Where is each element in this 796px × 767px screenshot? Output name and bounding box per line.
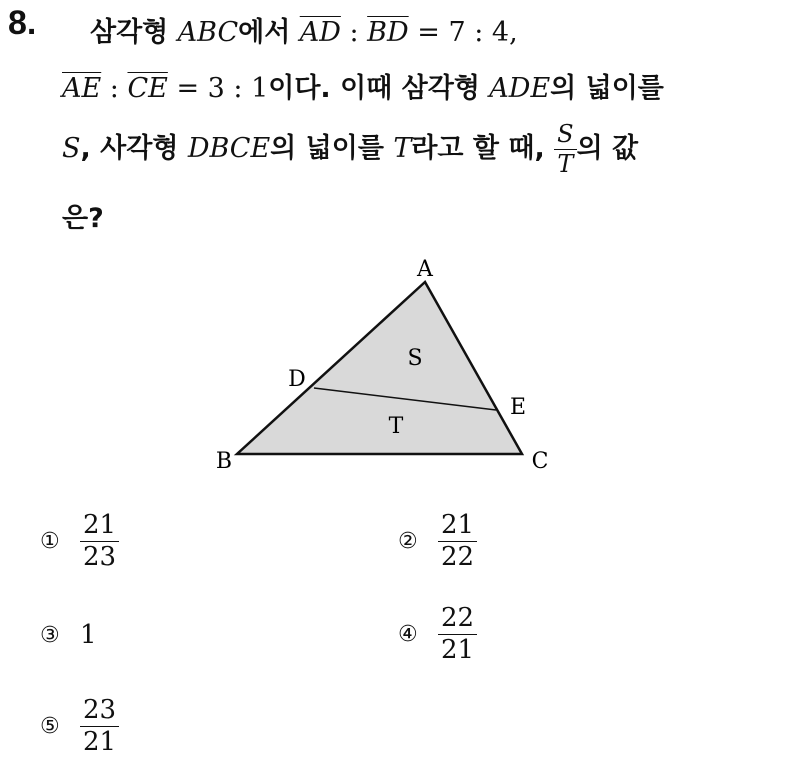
- math-t: T: [393, 133, 412, 165]
- fraction-denominator: 21: [441, 635, 475, 666]
- math-ade: ADE: [489, 73, 551, 104]
- fraction-numerator: 21: [438, 512, 477, 542]
- choice-value: 1: [80, 620, 97, 650]
- math-abc: ABC: [177, 17, 239, 48]
- fraction-s-over-t: [554, 122, 576, 177]
- math-segment-bd: $\overline{BD}$: [367, 17, 409, 48]
- math-segment-ad: $\overline{AD}$: [299, 17, 341, 48]
- choice-marker: ⑤: [40, 714, 60, 740]
- text: 의 넓이를: [550, 73, 664, 104]
- region-label-t: T: [388, 414, 404, 439]
- math-dbce: DBCE: [187, 133, 271, 165]
- fraction-denominator: 23: [83, 542, 117, 573]
- text: 에서: [238, 17, 300, 48]
- question-line-1: [90, 10, 518, 49]
- triangle-figure: [200, 250, 560, 480]
- choice-marker: ①: [40, 529, 60, 555]
- choice-3[interactable]: [40, 620, 97, 650]
- text: 이다. 이때 삼각형: [268, 73, 490, 104]
- choice-1[interactable]: [40, 512, 119, 572]
- fraction-numerator: 23: [80, 697, 119, 727]
- math-colon: :: [340, 17, 368, 48]
- choice-2[interactable]: [398, 512, 477, 572]
- question-line-3: [62, 122, 638, 177]
- region-label-s: S: [407, 346, 423, 371]
- vertex-label-c: C: [531, 449, 549, 474]
- text: 삼각형: [90, 17, 178, 48]
- text: 의 넓이를: [270, 133, 394, 165]
- question-line-2: [62, 66, 664, 105]
- math-segment-ce: $\overline{CE}$: [127, 73, 168, 104]
- triangle-abc: [237, 282, 522, 454]
- question-number: 8.: [8, 4, 37, 42]
- question-line-4: 은?: [62, 203, 104, 234]
- fraction-numerator: 21: [80, 512, 119, 542]
- math-ratio: = 3 : 1: [167, 73, 269, 104]
- choice-marker: ②: [398, 529, 418, 555]
- choice-4[interactable]: [398, 605, 477, 665]
- math-colon: :: [101, 73, 128, 104]
- fraction-numerator: S: [554, 122, 576, 150]
- fraction-denominator: 22: [441, 542, 475, 573]
- math-ratio: = 7 : 4,: [408, 17, 518, 48]
- vertex-label-d: D: [288, 367, 306, 392]
- choice-marker: ③: [40, 622, 60, 648]
- text: 의 값: [576, 133, 639, 165]
- vertex-label-e: E: [509, 395, 527, 420]
- fraction-numerator: 22: [438, 605, 477, 635]
- text: , 사각형: [80, 133, 188, 165]
- fraction-denominator: 21: [83, 727, 117, 758]
- fraction-denominator: T: [557, 150, 574, 179]
- vertex-label-a: A: [417, 257, 433, 282]
- vertex-label-b: B: [215, 449, 233, 474]
- math-segment-ae: $\overline{AE}$: [62, 73, 102, 104]
- choice-5[interactable]: [40, 697, 119, 757]
- math-s: S: [62, 133, 81, 165]
- text: 라고 할 때,: [411, 133, 555, 165]
- choice-marker: ④: [398, 622, 418, 648]
